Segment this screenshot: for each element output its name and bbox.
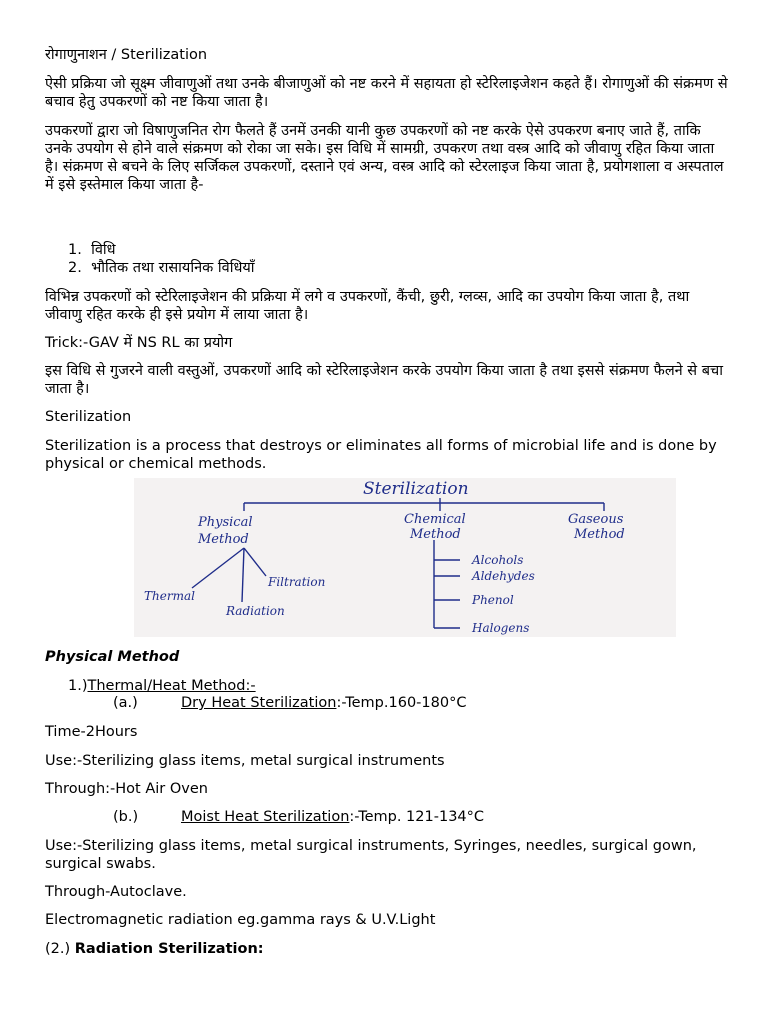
- paragraph-4: इस विधि से गुजरने वाली वस्तुओं, उपकरणों आदि को स्टेरिलाइजेशन करके उपयोग किया जाता है तथा इससे संक्रमण फैलने से बचा जाता है।: [45, 363, 723, 397]
- list-item: 1. विधि: [68, 242, 116, 258]
- moist-heat-num: (b.): [113, 809, 139, 825]
- list-item: 2. भौतिक तथा रासायनिक विधियाँ: [68, 260, 255, 276]
- page-title: रोगाणुनाशन / Sterilization: [45, 47, 208, 63]
- trick-line: Trick:-GAV में NS RL का प्रयोग: [45, 335, 233, 351]
- definition: Sterilization is a process that destroys or eliminates all forms of microbial life and is done by physical or chemical methods.: [45, 438, 717, 472]
- diagram-gaseous-2: Method: [574, 527, 625, 542]
- use-line-2: Use:-Sterilizing glass items, metal surgical instruments, Syringes, needles, surgical gown, surgical swabs.: [45, 838, 697, 872]
- diagram-radiation: Radiation: [226, 604, 285, 618]
- physical-method-heading: Physical Method: [45, 649, 180, 665]
- paragraph-2: उपकरणों द्वारा जो विषाणुजनित रोग फैलते हैं उनमें उनकी यानी कुछ उपकरणों को नष्ट करके ऐसे उपकरण बनाए जाते हैं, ताकि उनके उपयोग से होने वाले संक्रमण को रोका जा सके। इस विधि में सामग्री, उपकरण तथा वस्त्र आदि को जीवाणु रहित किया जाता है। संक्रमण से बचने के लिए सर्जिकल उपकरणों, दस्ताने एवं अन्य, वस्त्र आदि को स्टेरलाइज किया जाता है, प्रयोगशाला व अस्पताल में इसे इस्तेमाल किया जाता है-: [45, 123, 724, 193]
- heading-sterilization: Sterilization: [45, 409, 132, 425]
- diagram-chemical-2: Method: [410, 527, 461, 542]
- diagram-alcohols: Alcohols: [472, 553, 524, 567]
- diagram-aldehydes: Aldehydes: [472, 569, 535, 583]
- dry-heat-line: (a.): [113, 695, 138, 711]
- diagram-phenol: Phenol: [472, 593, 514, 607]
- em-radiation-line: Electromagnetic radiation eg.gamma rays & U.V.Light: [45, 912, 436, 928]
- diagram-thermal: Thermal: [144, 589, 195, 603]
- paragraph-1: ऐसी प्रक्रिया जो सूक्ष्म जीवाणुओं तथा उनके बीजाणुओं को नष्ट करने में सहायता हो स्टेरिलाइजेशन कहते हैं। रोगाणुओं की संक्रमण से बचाव हेतु उपकरणों को नष्ट किया जाता है।: [45, 76, 728, 110]
- diagram-physical-1: Physical: [198, 515, 253, 530]
- diagram-physical-2: Method: [198, 532, 249, 547]
- sterilization-diagram: [134, 478, 676, 637]
- through-line-2: Through-Autoclave.: [45, 884, 187, 900]
- diagram-title: Sterilization: [363, 479, 469, 499]
- paragraph-3: विभिन्न उपकरणों को स्टेरिलाइजेशन की प्रक्रिया में लगे व उपकरणों, कैंची, छुरी, ग्लव्स, आदि का उपयोग किया जाता है, तथा जीवाणु रहित करके ही इसे प्रयोग में लाया जाता है।: [45, 289, 690, 323]
- ordered-list: [68, 241, 255, 277]
- diagram-halogens: Halogens: [472, 621, 530, 635]
- diagram-gaseous-1: Gaseous: [568, 512, 624, 527]
- dry-heat-label: Dry Heat Sterilization:-Temp.160-180°C: [181, 695, 467, 711]
- thermal-heading: 1.)Thermal/Heat Method:-: [68, 678, 256, 694]
- moist-heat-label: Moist Heat Sterilization:-Temp. 121-134°C: [181, 809, 485, 825]
- time-line: Time-2Hours: [45, 724, 138, 740]
- diagram-filtration: Filtration: [268, 575, 326, 589]
- through-line-1: Through:-Hot Air Oven: [45, 781, 208, 797]
- use-line-1: Use:-Sterilizing glass items, metal surgical instruments: [45, 753, 445, 769]
- radiation-heading: (2.) Radiation Sterilization:: [45, 941, 264, 957]
- diagram-chemical-1: Chemical: [404, 512, 466, 527]
